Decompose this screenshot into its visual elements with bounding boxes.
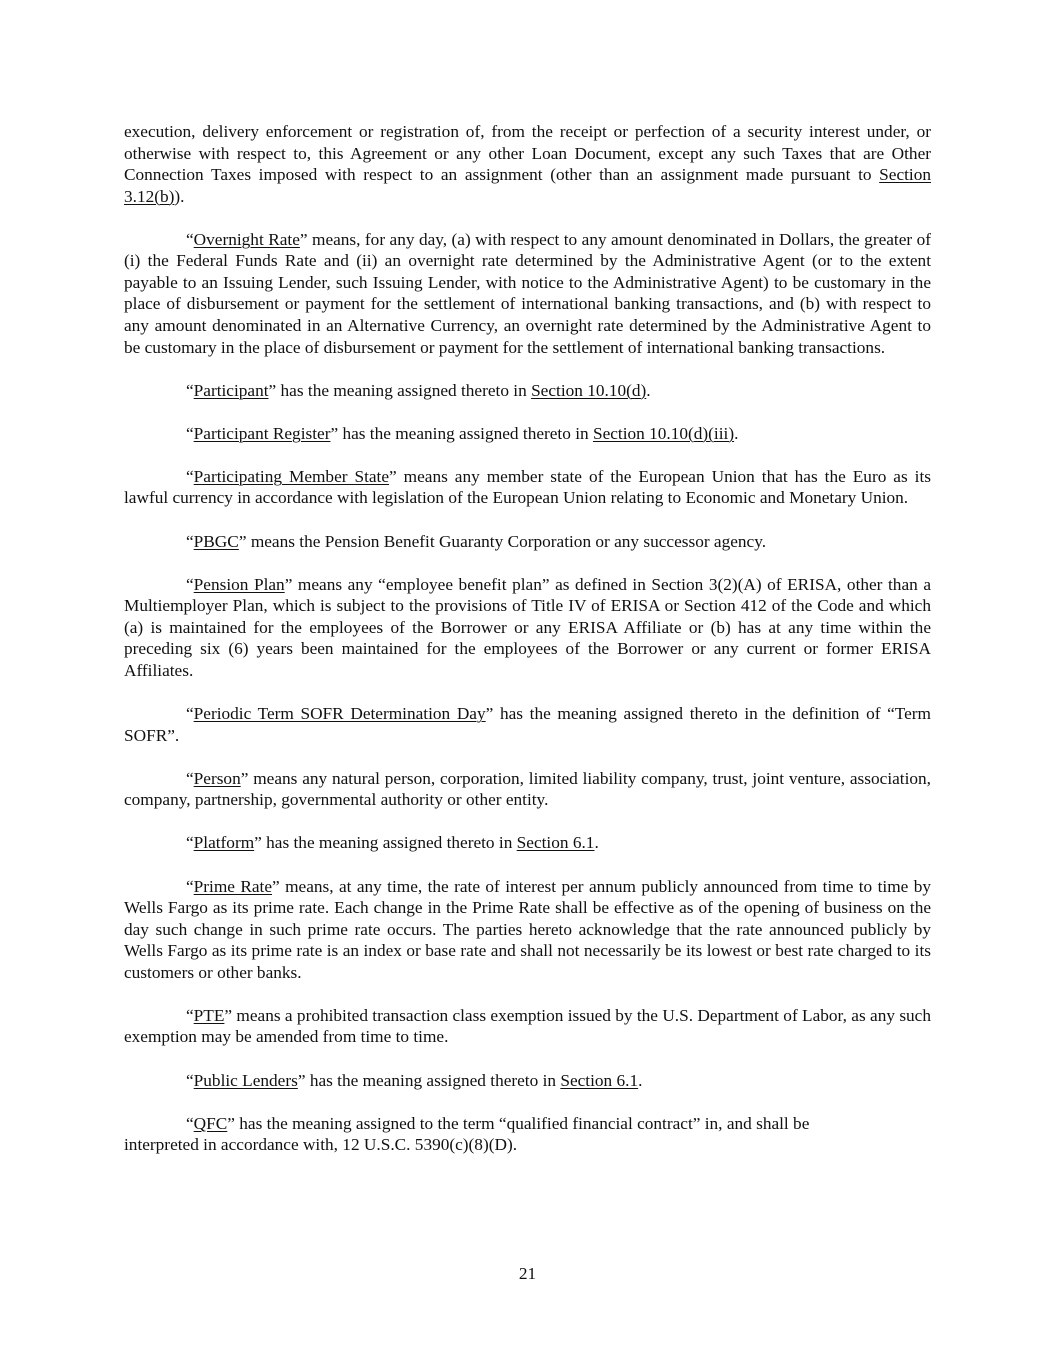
paragraph-text: “ xyxy=(186,574,194,594)
page-number: 21 xyxy=(518,1264,537,1283)
paragraph-text: “ xyxy=(186,1070,194,1090)
definition-paragraph xyxy=(124,574,931,682)
paragraph-text: ). xyxy=(174,186,185,206)
paragraph-text: “ xyxy=(186,1113,194,1133)
definition-paragraph xyxy=(124,1113,931,1156)
underlined-term: Platform xyxy=(193,833,255,853)
underlined-term: Participant xyxy=(193,380,269,400)
paragraph-text: ” means any natural person, corporation, limited liability company, trust, joint venture, association, company, partnership, governmental authority or other entity. xyxy=(124,768,931,810)
paragraph-text: “ xyxy=(186,531,194,551)
document-body xyxy=(124,121,931,1177)
paragraph-text: “ xyxy=(186,466,194,486)
definition-paragraph xyxy=(124,832,931,854)
definition-paragraph xyxy=(124,466,931,509)
underlined-term: Prime Rate xyxy=(193,876,273,896)
underlined-term: Overnight Rate xyxy=(193,229,300,249)
underlined-term: PBGC xyxy=(193,531,239,551)
paragraph-text: “ xyxy=(186,380,194,400)
paragraph-text: . xyxy=(646,380,651,400)
definition-paragraph xyxy=(124,229,931,358)
paragraph-text: “ xyxy=(186,1005,194,1025)
underlined-term: Participant Register xyxy=(193,423,331,443)
underlined-term: Pension Plan xyxy=(193,574,285,594)
underlined-term: Section 6.1 xyxy=(560,1070,639,1090)
paragraph-text: ” means the Pension Benefit Guaranty Corporation or any successor agency. xyxy=(238,531,767,551)
paragraph-text: “ xyxy=(186,833,194,853)
definition-paragraph xyxy=(124,1070,931,1092)
paragraph-text: “ xyxy=(186,423,194,443)
paragraph-text: execution, delivery enforcement or registration of, from the receipt or perfection of a security interest under, or otherwise with respect to, this Agreement or any other Loan Document, except any such Taxes that are Other Connection Taxes imposed with respect to an assignment (other than an assignment made pursuant to xyxy=(124,122,931,185)
underlined-term: Public Lenders xyxy=(193,1070,298,1090)
paragraph-text: . xyxy=(594,833,599,853)
paragraph-text: . xyxy=(734,423,739,443)
underlined-term: Section 10.10(d) xyxy=(531,380,647,400)
paragraph-text: ” means any “employee benefit plan” as defined in Section 3(2)(A) of ERISA, other than a Multiemployer Plan, which is subject to the provisions of Title IV of ERISA or Section 412 of the Code and which (a) is maintained for the employees of the Borrower or any ERISA Affiliate or (b) has at any time within the preceding six (6) years been maintained for the employees of the Borrower or any current or former ERISA Affiliates. xyxy=(124,574,931,680)
underlined-term: Section 10.10(d)(iii) xyxy=(592,423,735,443)
definition-paragraph xyxy=(124,423,931,445)
paragraph-text: ” has the meaning assigned thereto in xyxy=(330,423,593,443)
definition-paragraph xyxy=(124,876,931,984)
underlined-term: PTE xyxy=(193,1005,225,1025)
definition-paragraph xyxy=(124,531,931,553)
paragraph-text: ” has the meaning assigned thereto in the definition of “Term SOFR”. xyxy=(124,704,931,745)
paragraph-text: “ xyxy=(186,876,194,896)
paragraph-text: . xyxy=(638,1070,643,1090)
definition-paragraph xyxy=(124,121,931,207)
underlined-term: Person xyxy=(193,768,241,788)
paragraph-text: “ xyxy=(186,229,194,249)
paragraph-text: ” has the meaning assigned to the term “qualified financial contract” in, and shall be xyxy=(227,1113,810,1133)
definition-paragraph xyxy=(124,768,931,811)
underlined-term: QFC xyxy=(193,1113,228,1133)
paragraph-text: ” means any member state of the European Union that has the Euro as its lawful currency in accordance with legislation of the European Union relating to Economic and Monetary Union. xyxy=(124,466,932,508)
paragraph-text: ” has the meaning assigned thereto in xyxy=(254,833,517,853)
definition-paragraph xyxy=(124,1005,931,1048)
underlined-term: Periodic Term SOFR Determination Day xyxy=(193,704,486,724)
paragraph-text: ” has the meaning assigned thereto in xyxy=(268,380,532,400)
underlined-term: Section 6.1 xyxy=(516,833,595,853)
paragraph-text: “ xyxy=(186,768,194,788)
paragraph-text: ” means a prohibited transaction class exemption issued by the U.S. Department of Labor, as any such exemption may be amended from time to time. xyxy=(124,1005,931,1047)
definition-paragraph xyxy=(124,380,931,402)
paragraph-text: interpreted in accordance with, 12 U.S.C. 5390(c)(8)(D). xyxy=(124,1135,518,1155)
underlined-term: Section 3.12(b) xyxy=(124,165,931,206)
paragraph-text: “ xyxy=(186,704,194,724)
definition-paragraph xyxy=(124,703,931,746)
paragraph-text: ” means, for any day, (a) with respect to any amount denominated in Dollars, the greater of (i) the Federal Funds Rate and (ii) an overnight rate determined by the Administrative Agent (or to the extent payable to an Issuing Lender, such Issuing Lender, with notice to the Administrative Agent) to be customary in the place of disbursement or payment for the settlement of international banking transactions, and (b) with respect to any amount denominated in an Alternative Currency, an overnight rate determined by the Administrative Agent to be customary in the place of disbursement or payment for the settlement of international banking transactions. xyxy=(124,229,931,357)
paragraph-text: ” has the meaning assigned thereto in xyxy=(297,1070,561,1090)
underlined-term: Participating Member State xyxy=(193,466,390,486)
paragraph-text: ” means, at any time, the rate of interest per annum publicly announced from time to time by Wells Fargo as its prime rate. Each change in the Prime Rate shall be effective as of the opening of business on the day such change in such prime rate occurs. The parties hereto acknowledge that the rate announced publicly by Wells Fargo as its prime rate is an index or base rate and shall not necessarily be its lowest or best rate charged to its customers or other banks. xyxy=(124,876,931,982)
